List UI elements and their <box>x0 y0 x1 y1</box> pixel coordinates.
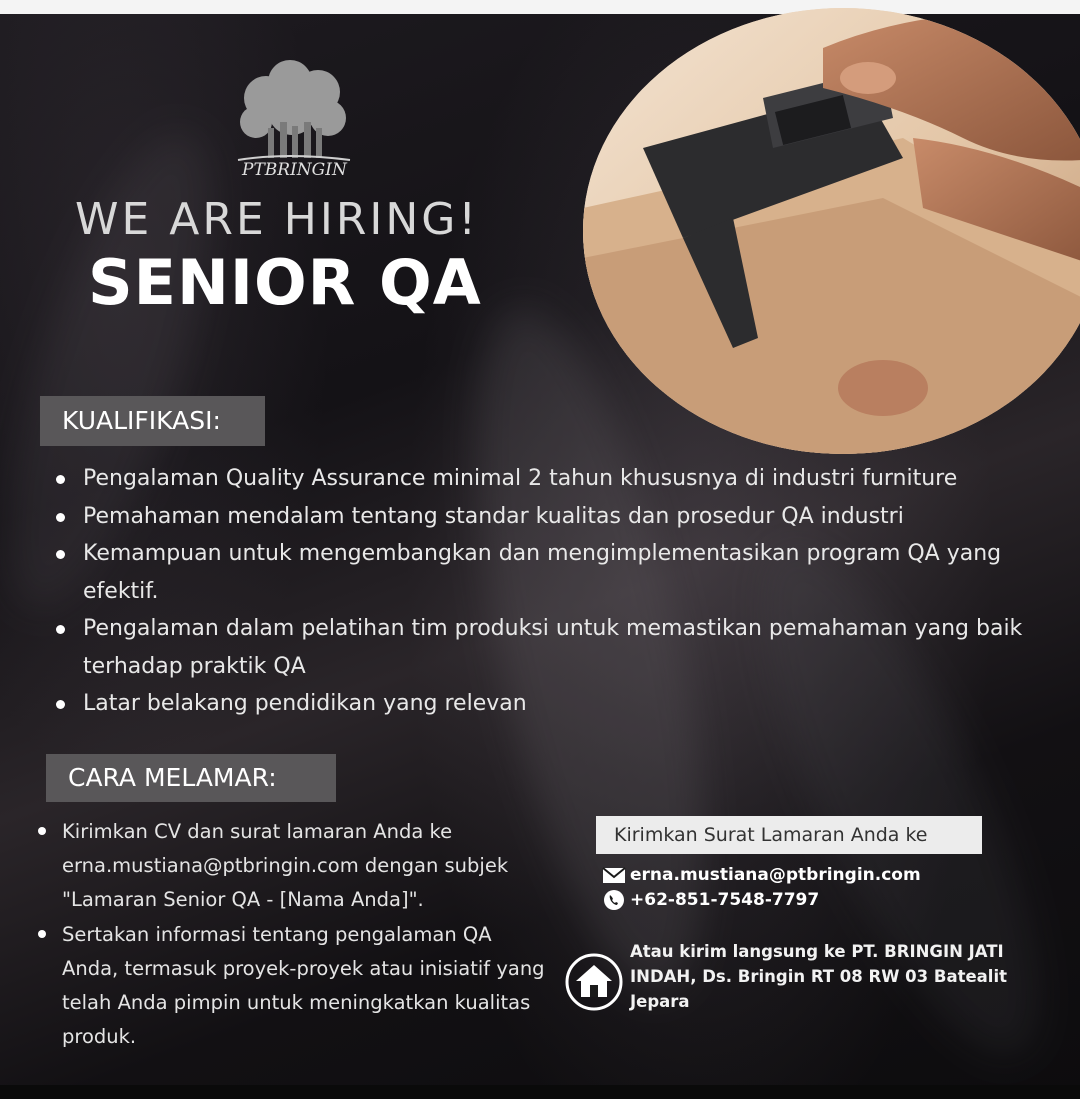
phone-contact[interactable] <box>602 889 819 911</box>
top-band <box>0 0 1080 14</box>
email-contact[interactable] <box>602 864 921 886</box>
list-item <box>38 918 548 1054</box>
how-to-apply-label: CARA MELAMAR: <box>46 754 336 802</box>
bullet-icon <box>38 930 46 938</box>
list-item <box>56 498 1056 536</box>
qualifications-list <box>56 460 1056 723</box>
home-icon <box>564 952 624 1012</box>
bringin-tree-logo <box>228 56 358 181</box>
bullet-icon <box>56 550 65 559</box>
qualification-text: Pengalaman Quality Assurance minimal 2 tahun khususnya di industri furniture <box>83 466 958 491</box>
list-item <box>38 815 548 917</box>
list-item <box>56 535 1056 610</box>
qualification-text: Latar belakang pendidikan yang relevan <box>83 691 527 716</box>
qualifications-label: KUALIFIKASI: <box>40 396 265 446</box>
mail-icon <box>602 864 626 886</box>
qualification-text: Pengalaman dalam pelatihan tim produksi untuk memastikan pemahaman yang baik terhadap praktik QA <box>83 616 1023 679</box>
bullet-icon <box>56 700 65 709</box>
qualification-text: Pemahaman mendalam tentang standar kualitas dan prosedur QA industri <box>83 503 904 529</box>
job-title: SENIOR QA <box>88 246 482 319</box>
bullet-icon <box>56 625 65 634</box>
apply-step-text: Sertakan informasi tentang pengalaman QA Anda, termasuk proyek-proyek atau inisiatif yang telah Anda pimpin untuk meningkatkan kualitas produk. <box>62 923 545 1048</box>
mailing-address: Atau kirim langsung ke PT. BRINGIN JATI INDAH, Ds. Bringin RT 08 RW 03 Batealit Jepara <box>630 942 1007 1011</box>
caliper-photo <box>583 8 1080 454</box>
bottom-band <box>0 1085 1080 1099</box>
list-item <box>56 460 1056 498</box>
qualification-text: Kemampuan untuk mengembangkan dan mengimplementasikan program QA yang efektif. <box>83 541 1002 604</box>
list-item <box>56 685 1056 723</box>
email-address[interactable]: erna.mustiana@ptbringin.com <box>630 865 921 885</box>
bullet-icon <box>38 827 46 835</box>
how-to-apply-list <box>38 815 548 1055</box>
svg-text:PTBRINGIN: PTBRINGIN <box>242 160 347 180</box>
apply-step-text: Kirimkan CV dan surat lamaran Anda ke erna.mustiana@ptbringin.com dengan subjek "Lamaran Senior QA - [Nama Anda]". <box>62 820 509 911</box>
headline: WE ARE HIRING! <box>75 194 480 245</box>
list-item <box>56 610 1056 685</box>
whatsapp-icon <box>602 889 626 911</box>
phone-number[interactable]: +62-851-7548-7797 <box>630 890 820 910</box>
bullet-icon <box>56 475 65 484</box>
send-application-label: Kirimkan Surat Lamaran Anda ke <box>596 816 982 854</box>
bullet-icon <box>56 513 65 522</box>
